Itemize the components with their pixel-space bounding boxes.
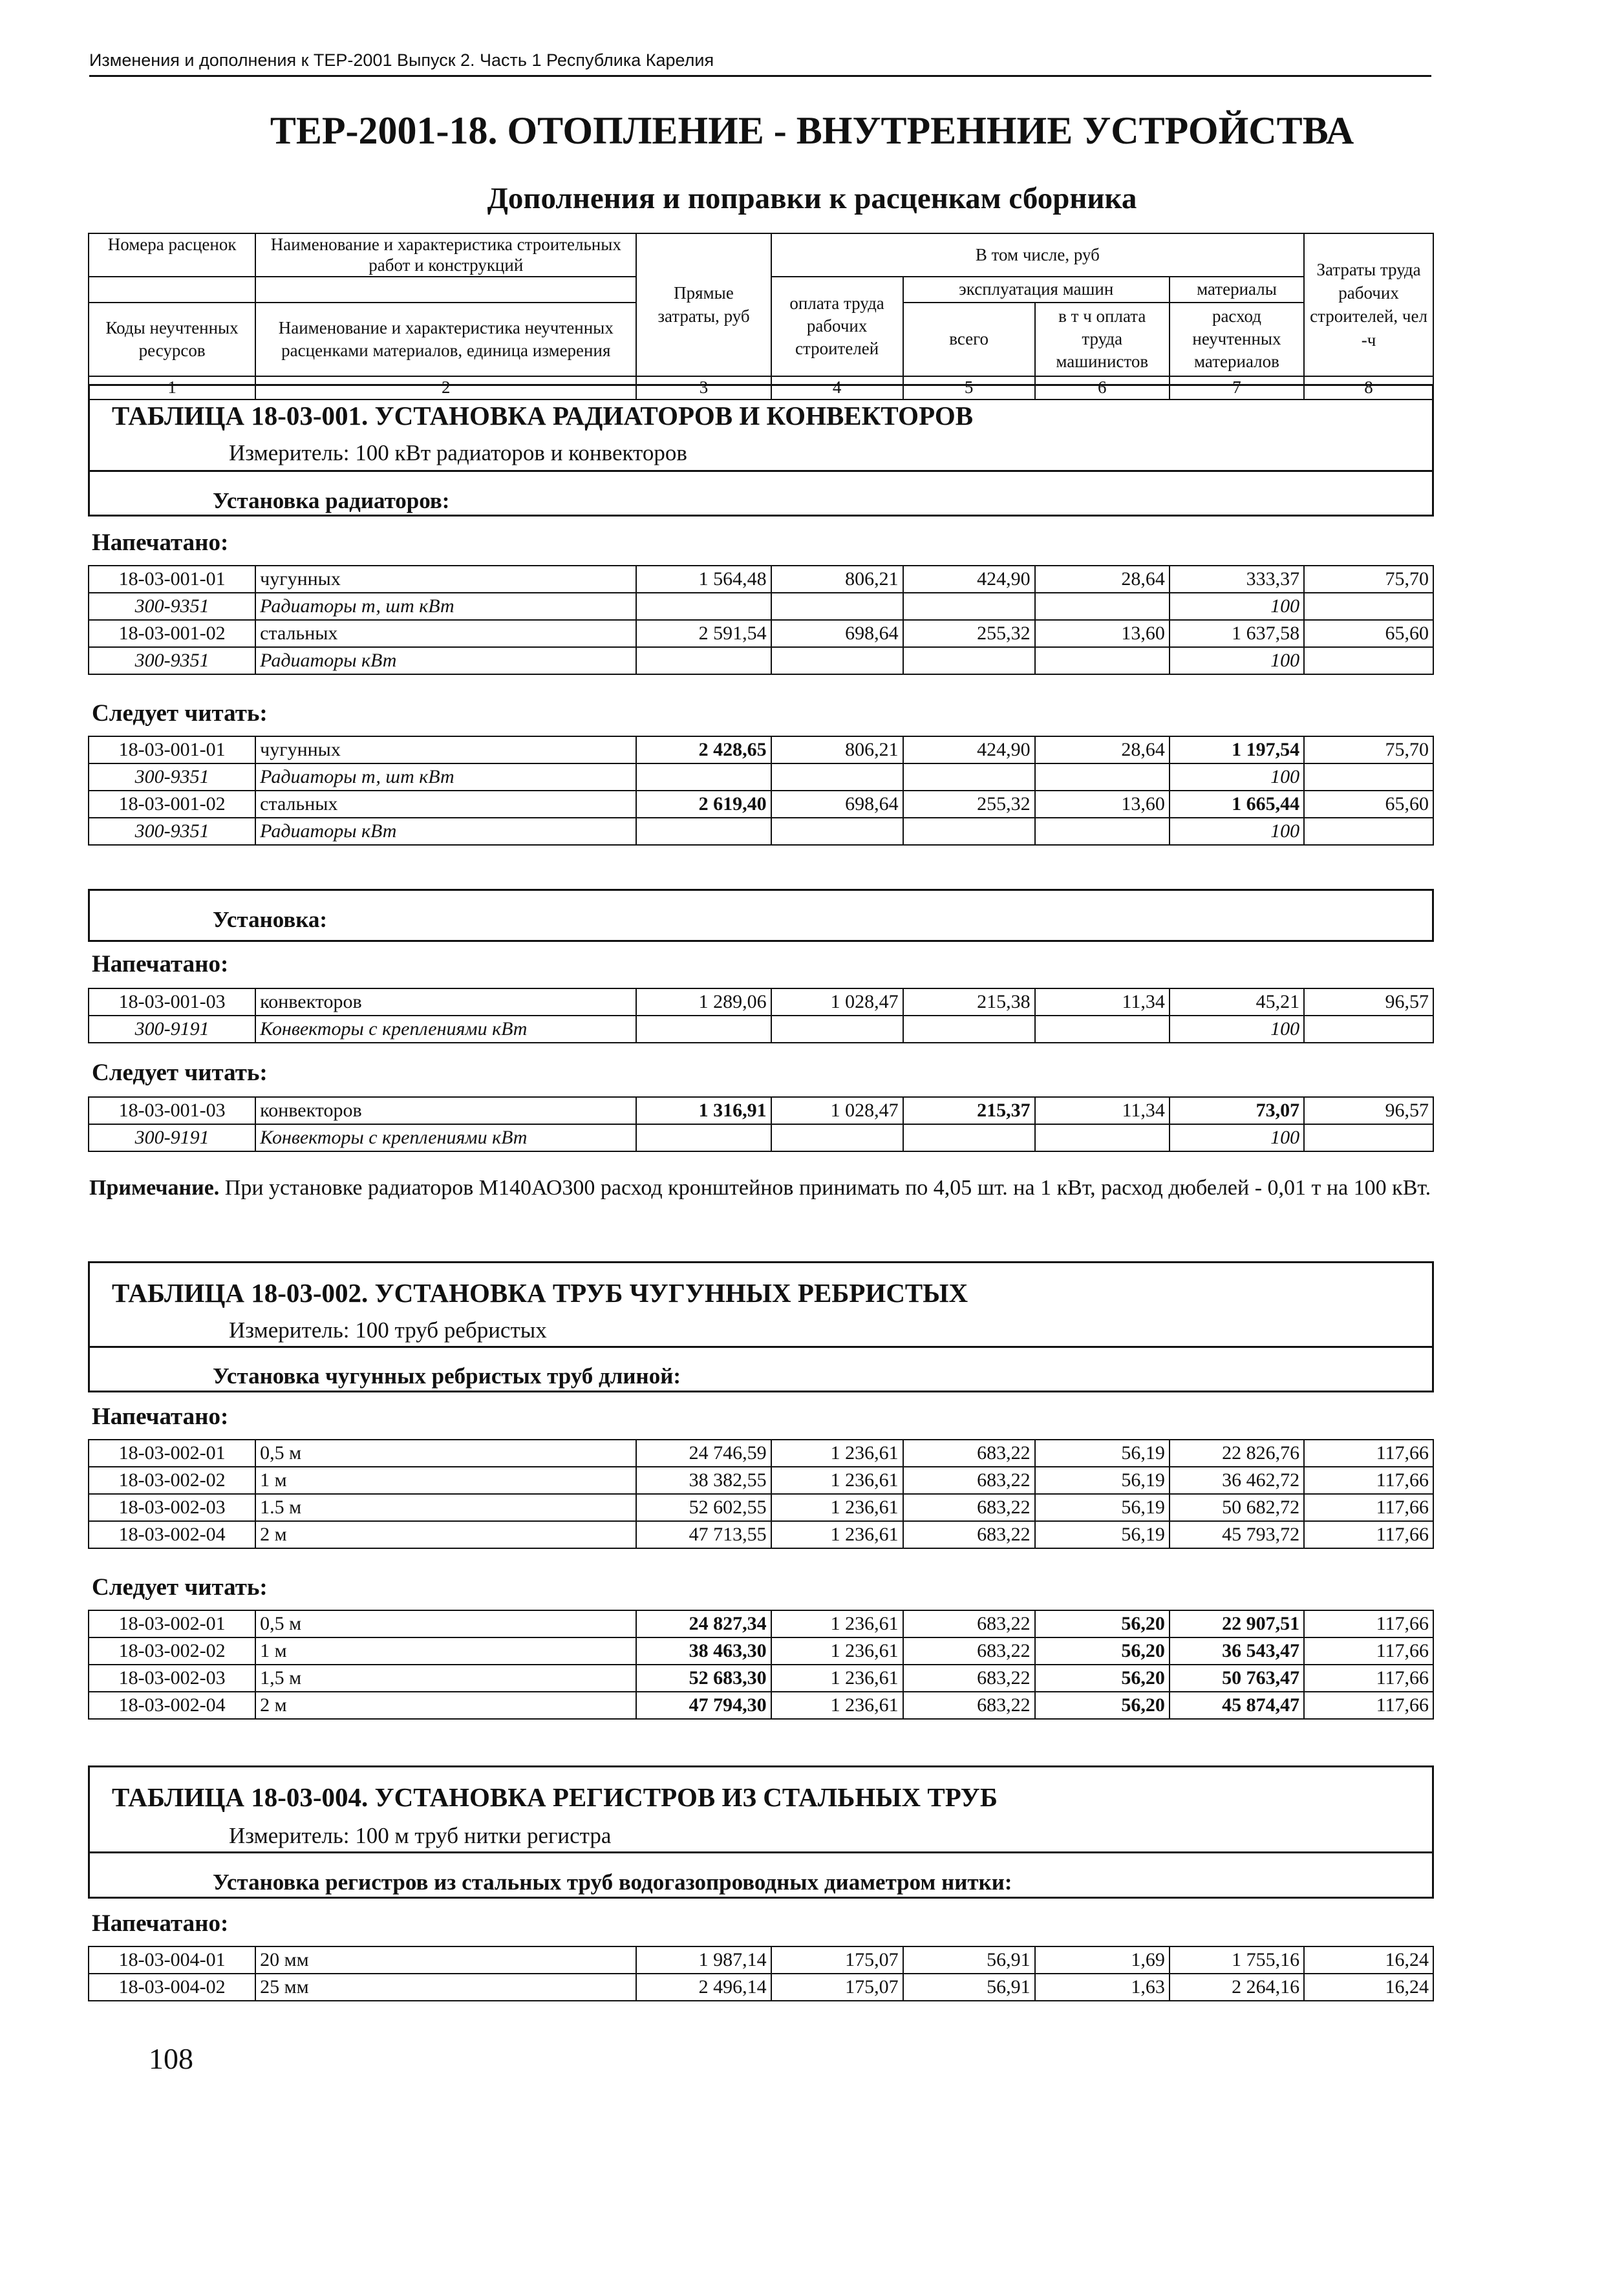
labor-pay-cell: 1 236,61 [771,1467,903,1494]
direct-cost-cell: 1 316,91 [636,1097,771,1124]
table-row [89,647,1433,674]
table-row [89,593,1433,620]
code-cell: 18-03-002-04 [89,1521,255,1548]
table-subsection: Установка: [213,907,328,932]
column-header-table [88,233,1434,400]
direct-cost-cell [636,763,771,791]
col-number: 5 [903,376,1035,400]
materials-header: материалы [1170,277,1304,303]
table-row [89,1521,1433,1548]
code-cell: 18-03-001-02 [89,791,255,818]
materials-cell: 1 755,16 [1170,1946,1304,1974]
col-number: 1 [89,376,255,400]
materials-cell: 22 826,76 [1170,1440,1304,1467]
code-cell: 18-03-001-01 [89,736,255,763]
materials-cell: 36 462,72 [1170,1467,1304,1494]
table-row [89,1494,1433,1521]
machines-total-cell: 424,90 [903,566,1035,593]
code-cell: 18-03-004-02 [89,1974,255,2001]
table-row [89,1946,1433,1974]
name-cell: чугунных [255,736,636,763]
table-row [89,1610,1433,1637]
machines-total-cell [903,593,1035,620]
col2-top-header: Наименование и характеристика строительных работ и конструкций [255,233,636,277]
direct-cost-cell: 2 619,40 [636,791,771,818]
labor-pay-cell [771,763,903,791]
t1-printed-table [88,565,1434,675]
code-cell: 18-03-001-01 [89,566,255,593]
operator-pay-cell: 56,19 [1035,1521,1170,1548]
table-meter: Измеритель: 100 кВт радиаторов и конвекторов [229,440,687,465]
operator-pay-cell: 11,34 [1035,988,1170,1016]
running-header: Изменения и дополнения к ТЕР-2001 Выпуск 2. Часть 1 Республика Карелия [89,50,714,70]
labor-hours-cell: 75,70 [1304,736,1433,763]
labor-hours-cell [1304,647,1433,674]
name-cell: Радиаторы кВт [255,818,636,845]
machines-total-cell: 255,32 [903,791,1035,818]
page-number: 108 [149,2042,193,2075]
machines-total-cell: 424,90 [903,736,1035,763]
name-cell: стальных [255,620,636,647]
labor-pay-cell: 698,64 [771,791,903,818]
printed-label: Напечатано: [92,1910,229,1937]
materials-cell: 45 874,47 [1170,1692,1304,1719]
name-cell: Радиаторы кВт [255,647,636,674]
table-row [89,1016,1433,1043]
name-cell: конвекторов [255,988,636,1016]
name-cell: конвекторов [255,1097,636,1124]
name-cell: 1,5 м [255,1665,636,1692]
table-row [89,1440,1433,1467]
table-title: ТАБЛИЦА 18-03-004. УСТАНОВКА РЕГИСТРОВ ИЗ СТАЛЬНЫХ ТРУБ [112,1782,998,1812]
direct-cost-cell: 2 496,14 [636,1974,771,2001]
direct-cost-cell [636,1124,771,1151]
note-paragraph [89,1173,1434,1204]
table-row [89,988,1433,1016]
labor-pay-cell: 806,21 [771,736,903,763]
note-label: Примечание. [89,1176,220,1200]
operator-pay-cell: 13,60 [1035,620,1170,647]
installation-caption [88,889,1434,942]
labor-pay-cell: 1 236,61 [771,1637,903,1665]
table-row [89,1097,1433,1124]
col-number: 4 [771,376,903,400]
read-label: Следует читать: [92,700,268,727]
operator-pay-cell [1035,1016,1170,1043]
materials-cell: 36 543,47 [1170,1637,1304,1665]
note-text: При установке радиаторов М140АО300 расход кронштейнов принимать по 4,05 шт. на 1 кВт, расход дюбелей - 0,01 т на 100 кВт. [224,1176,1431,1200]
labor-pay-cell [771,1124,903,1151]
operator-pay-cell: 56,19 [1035,1440,1170,1467]
operator-pay-cell [1035,763,1170,791]
code-cell: 18-03-001-03 [89,1097,255,1124]
col4-header: оплата труда рабочих строителей [771,277,903,376]
name-cell: 20 мм [255,1946,636,1974]
operator-pay-cell [1035,818,1170,845]
name-cell: 25 мм [255,1974,636,2001]
materials-cell: 73,07 [1170,1097,1304,1124]
machines-total-cell: 683,22 [903,1521,1035,1548]
direct-cost-cell: 52 602,55 [636,1494,771,1521]
code-cell: 18-03-002-03 [89,1494,255,1521]
name-cell: Конвекторы с креплениями кВт [255,1124,636,1151]
table-row [89,620,1433,647]
col5-header: всего [903,303,1035,376]
code-cell: 18-03-002-02 [89,1467,255,1494]
operator-pay-cell: 56,19 [1035,1467,1170,1494]
direct-cost-cell: 52 683,30 [636,1665,771,1692]
direct-cost-cell: 24 746,59 [636,1440,771,1467]
materials-cell: 22 907,51 [1170,1610,1304,1637]
materials-cell: 1 197,54 [1170,736,1304,763]
labor-hours-cell: 65,60 [1304,620,1433,647]
materials-cell: 45,21 [1170,988,1304,1016]
col2-bottom-header: Наименование и характеристика неучтенных расценками материалов, единица измерения [255,303,636,376]
table-row [89,1665,1433,1692]
materials-cell: 100 [1170,1016,1304,1043]
name-cell: 0,5 м [255,1610,636,1637]
direct-cost-cell: 1 987,14 [636,1946,771,1974]
operator-pay-cell [1035,1124,1170,1151]
machines-total-cell: 215,37 [903,1097,1035,1124]
col-number: 3 [636,376,771,400]
direct-cost-cell: 24 827,34 [636,1610,771,1637]
operator-pay-cell: 28,64 [1035,736,1170,763]
code-cell: 300-9191 [89,1016,255,1043]
t2-printed-table [88,1439,1434,1549]
labor-pay-cell: 1 236,61 [771,1521,903,1548]
col-number: 7 [1170,376,1304,400]
col8-header: Затраты труда рабочих строителей, чел -ч [1304,233,1433,376]
materials-cell: 45 793,72 [1170,1521,1304,1548]
operator-pay-cell: 11,34 [1035,1097,1170,1124]
materials-cell: 100 [1170,647,1304,674]
labor-pay-cell: 1 236,61 [771,1665,903,1692]
labor-pay-cell: 1 028,47 [771,988,903,1016]
materials-cell: 100 [1170,763,1304,791]
direct-cost-cell: 38 463,30 [636,1637,771,1665]
table-row [89,1467,1433,1494]
name-cell: чугунных [255,566,636,593]
labor-pay-cell: 1 236,61 [771,1494,903,1521]
name-cell: Радиаторы т, шт кВт [255,593,636,620]
code-cell: 18-03-002-02 [89,1637,255,1665]
labor-hours-cell: 16,24 [1304,1974,1433,2001]
operator-pay-cell: 13,60 [1035,791,1170,818]
col7-header: расход неучтенных материалов [1170,303,1304,376]
machines-total-cell: 56,91 [903,1946,1035,1974]
machines-total-cell [903,647,1035,674]
machines-total-cell: 215,38 [903,988,1035,1016]
table-meter: Измеритель: 100 труб ребристых [229,1317,547,1343]
materials-cell: 50 763,47 [1170,1665,1304,1692]
direct-cost-cell: 2 428,65 [636,736,771,763]
printed-label: Напечатано: [92,1403,229,1430]
operator-pay-cell: 56,20 [1035,1665,1170,1692]
name-cell: 2 м [255,1521,636,1548]
machines-total-cell [903,818,1035,845]
col3-header: Прямые затраты, руб [636,233,771,376]
operator-pay-cell: 56,20 [1035,1610,1170,1637]
t1b-read-table [88,1096,1434,1152]
operator-pay-cell: 1,69 [1035,1946,1170,1974]
code-cell: 18-03-002-01 [89,1610,255,1637]
labor-hours-cell: 117,66 [1304,1637,1433,1665]
t1-read-table [88,736,1434,846]
direct-cost-cell: 1 564,48 [636,566,771,593]
machines-total-cell: 683,22 [903,1692,1035,1719]
table-row [89,1124,1433,1151]
code-cell: 300-9351 [89,818,255,845]
materials-cell: 100 [1170,593,1304,620]
name-cell: Радиаторы т, шт кВт [255,763,636,791]
labor-hours-cell: 117,66 [1304,1494,1433,1521]
materials-cell: 100 [1170,1124,1304,1151]
printed-label: Напечатано: [92,529,229,556]
machines-total-cell [903,1016,1035,1043]
read-label: Следует читать: [92,1060,268,1086]
labor-hours-cell [1304,593,1433,620]
code-cell: 18-03-002-04 [89,1692,255,1719]
operator-pay-cell [1035,593,1170,620]
header-rule [89,75,1431,77]
machines-total-cell: 56,91 [903,1974,1035,2001]
table-title: ТАБЛИЦА 18-03-001. УСТАНОВКА РАДИАТОРОВ И КОНВЕКТОРОВ [112,401,974,431]
labor-pay-cell: 806,21 [771,566,903,593]
table-18-03-001-caption [88,384,1434,517]
table-subsection: Установка регистров из стальных труб водогазопроводных диаметром нитки: [213,1870,1012,1895]
name-cell: стальных [255,791,636,818]
operator-pay-cell: 1,63 [1035,1974,1170,2001]
page-subtitle: Дополнения и поправки к расценкам сборника [487,182,1137,215]
labor-hours-cell: 117,66 [1304,1610,1433,1637]
labor-pay-cell [771,593,903,620]
direct-cost-cell [636,818,771,845]
labor-hours-cell [1304,1016,1433,1043]
name-cell: 0,5 м [255,1440,636,1467]
labor-hours-cell: 117,66 [1304,1521,1433,1548]
name-cell: Конвекторы с креплениями кВт [255,1016,636,1043]
operator-pay-cell: 56,20 [1035,1637,1170,1665]
materials-cell: 100 [1170,818,1304,845]
labor-pay-cell: 698,64 [771,620,903,647]
col6-header: в т ч оплата труда машинистов [1035,303,1170,376]
labor-pay-cell: 175,07 [771,1974,903,2001]
labor-hours-cell: 117,66 [1304,1467,1433,1494]
table-row [89,566,1433,593]
code-cell: 18-03-004-01 [89,1946,255,1974]
labor-hours-cell: 75,70 [1304,566,1433,593]
code-cell: 18-03-002-01 [89,1440,255,1467]
code-cell: 300-9191 [89,1124,255,1151]
labor-hours-cell [1304,818,1433,845]
machines-header: эксплуатация машин [903,277,1170,303]
t2-read-table [88,1610,1434,1720]
table-row [89,1692,1433,1719]
operator-pay-cell: 56,20 [1035,1692,1170,1719]
labor-hours-cell [1304,1124,1433,1151]
code-cell: 18-03-001-03 [89,988,255,1016]
table-meter: Измеритель: 100 м труб нитки регистра [229,1823,612,1848]
labor-hours-cell: 117,66 [1304,1692,1433,1719]
t1b-printed-table [88,988,1434,1043]
direct-cost-cell: 38 382,55 [636,1467,771,1494]
col-number: 2 [255,376,636,400]
direct-cost-cell: 47 794,30 [636,1692,771,1719]
labor-hours-cell: 96,57 [1304,988,1433,1016]
operator-pay-cell: 28,64 [1035,566,1170,593]
col1-bottom-header: Коды неучтенных ресурсов [89,303,255,376]
materials-cell: 333,37 [1170,566,1304,593]
read-label: Следует читать: [92,1574,268,1601]
direct-cost-cell [636,593,771,620]
col1-top-header: Номера расценок [89,233,255,277]
table-title: ТАБЛИЦА 18-03-002. УСТАНОВКА ТРУБ ЧУГУННЫХ РЕБРИСТЫХ [112,1278,968,1308]
labor-hours-cell [1304,763,1433,791]
labor-pay-cell: 1 028,47 [771,1097,903,1124]
name-cell: 1 м [255,1637,636,1665]
t3-printed-table [88,1946,1434,2001]
table-18-03-002-caption [88,1261,1434,1392]
included-header: В том числе, руб [771,233,1305,277]
name-cell: 1.5 м [255,1494,636,1521]
col-number: 6 [1035,376,1170,400]
table-subsection: Установка радиаторов: [213,488,450,513]
operator-pay-cell [1035,647,1170,674]
direct-cost-cell: 47 713,55 [636,1521,771,1548]
code-cell: 18-03-002-03 [89,1665,255,1692]
direct-cost-cell: 1 289,06 [636,988,771,1016]
code-cell: 300-9351 [89,763,255,791]
table-row [89,736,1433,763]
code-cell: 18-03-001-02 [89,620,255,647]
labor-pay-cell: 1 236,61 [771,1610,903,1637]
materials-cell: 1 665,44 [1170,791,1304,818]
materials-cell: 1 637,58 [1170,620,1304,647]
machines-total-cell: 683,22 [903,1637,1035,1665]
machines-total-cell: 683,22 [903,1440,1035,1467]
labor-pay-cell [771,647,903,674]
materials-cell: 50 682,72 [1170,1494,1304,1521]
labor-pay-cell [771,818,903,845]
machines-total-cell: 255,32 [903,620,1035,647]
machines-total-cell: 683,22 [903,1610,1035,1637]
direct-cost-cell: 2 591,54 [636,620,771,647]
table-subsection: Установка чугунных ребристых труб длиной: [213,1363,681,1389]
table-row [89,818,1433,845]
name-cell: 1 м [255,1467,636,1494]
printed-label: Напечатано: [92,951,229,977]
page-title: ТЕР-2001-18. ОТОПЛЕНИЕ - ВНУТРЕННИЕ УСТРОЙСТВА [270,109,1354,152]
machines-total-cell [903,763,1035,791]
labor-hours-cell: 16,24 [1304,1946,1433,1974]
materials-cell: 2 264,16 [1170,1974,1304,2001]
code-cell: 300-9351 [89,647,255,674]
labor-pay-cell [771,1016,903,1043]
machines-total-cell [903,1124,1035,1151]
operator-pay-cell: 56,19 [1035,1494,1170,1521]
table-row [89,1637,1433,1665]
machines-total-cell: 683,22 [903,1467,1035,1494]
name-cell: 2 м [255,1692,636,1719]
labor-hours-cell: 117,66 [1304,1665,1433,1692]
machines-total-cell: 683,22 [903,1494,1035,1521]
table-row [89,763,1433,791]
labor-hours-cell: 96,57 [1304,1097,1433,1124]
direct-cost-cell [636,647,771,674]
labor-hours-cell: 117,66 [1304,1440,1433,1467]
labor-hours-cell: 65,60 [1304,791,1433,818]
code-cell: 300-9351 [89,593,255,620]
table-row [89,791,1433,818]
labor-pay-cell: 175,07 [771,1946,903,1974]
table-18-03-004-caption [88,1765,1434,1899]
direct-cost-cell [636,1016,771,1043]
table-row [89,1974,1433,2001]
labor-pay-cell: 1 236,61 [771,1692,903,1719]
machines-total-cell: 683,22 [903,1665,1035,1692]
labor-pay-cell: 1 236,61 [771,1440,903,1467]
col-number: 8 [1304,376,1433,400]
